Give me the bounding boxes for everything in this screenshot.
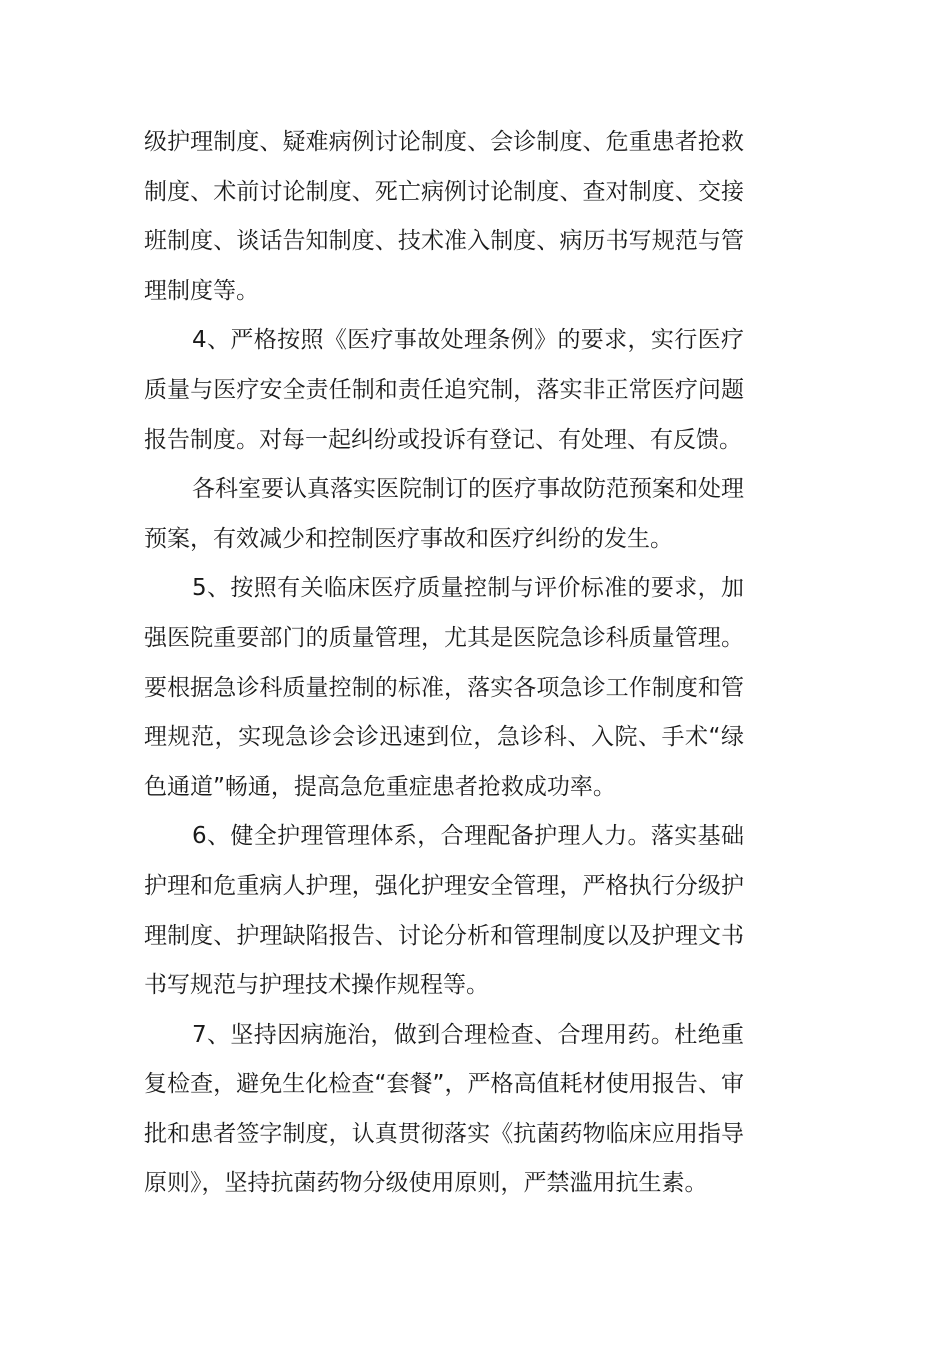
paragraph-item-6: 6、健全护理管理体系，合理配备护理人力。落实基础护理和危重病人护理，强化护理安全管理，严格执行分级护理制度、护理缺陷报告、讨论分析和管理制度以及护理文书书写规范与护理技术操作规程等。 [144, 823, 744, 999]
paragraph-continuation: 级护理制度、疑难病例讨论制度、会诊制度、危重患者抢救制度、术前讨论制度、死亡病例讨论制度、查对制度、交接班制度、谈话告知制度、技术准入制度、病历书写规范与管理制度等。 [144, 129, 744, 304]
paragraph-item-4: 4、严格按照《医疗事故处理条例》的要求，实行医疗质量与医疗安全责任制和责任追究制，落实非正常医疗问题报告制度。对每一起纠纷或投诉有登记、有处理、有反馈。 [144, 327, 744, 453]
paragraph-department-plan: 各科室要认真落实医院制订的医疗事故防范预案和处理预案，有效减少和控制医疗事故和医疗纠纷的发生。 [144, 476, 744, 552]
paragraph-item-7: 7、坚持因病施治，做到合理检查、合理用药。杜绝重复检查，避免生化检查“套餐”，严格高值耗材使用报告、审批和患者签字制度，认真贯彻落实《抗菌药物临床应用指导原则》，坚持抗菌药物分级使用原则，严禁滥用抗生素。 [144, 1021, 744, 1197]
document-body [144, 118, 744, 1209]
paragraph-item-5: 5、按照有关临床医疗质量控制与评价标准的要求，加强医院重要部门的质量管理，尤其是医院急诊科质量管理。要根据急诊科质量控制的标准，落实各项急诊工作制度和管理规范，实现急诊会诊迅速到位，急诊科、入院、手术“绿色通道”畅通，提高急危重症患者抢救成功率。 [144, 575, 744, 800]
